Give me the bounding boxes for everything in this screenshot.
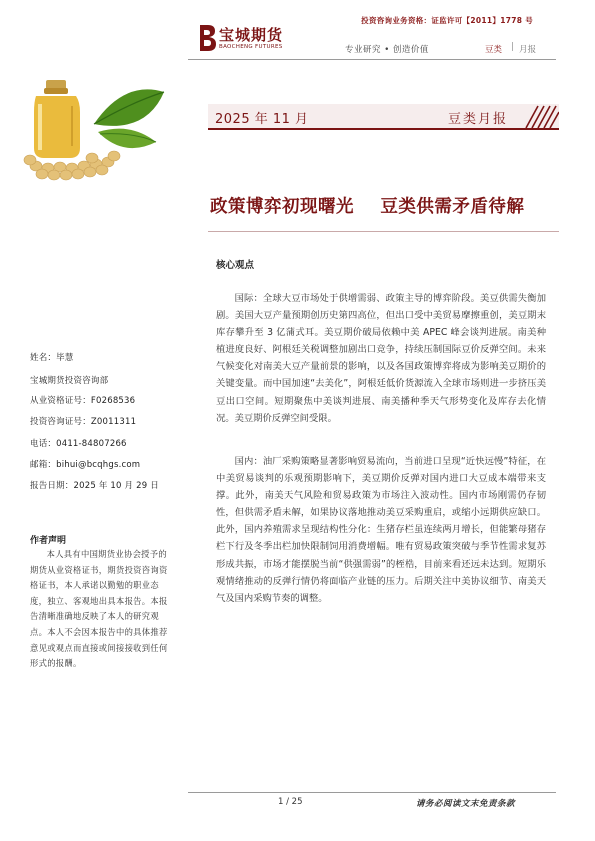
author-statement: 本人具有中国期货业协会授予的期货从业资格证书，期货投资咨询资格证书，本人承诺以勤勉的职业态度，独立、客观地出具本报告。本报告清晰准确地反映了本人的研究观点。本人不会因本报告中的具体推荐意见或观点而直接或间接接收到任何形式的报酬。 <box>30 549 168 669</box>
advisory-cert: 投资咨询证号：Z0011311 <box>30 417 137 427</box>
department: 宝城期货投资咨询部 <box>30 376 109 386</box>
report-date: 报告日期：2025 年 10 月 29 日 <box>30 481 159 491</box>
license-text: 投资咨询业务资格：证监许可【2011】1778 号 <box>361 16 533 25</box>
category-separator: | <box>511 42 515 52</box>
paragraph-international: 国际：全球大豆市场处于供增需弱、政策主导的博弈阶段。美豆供需失衡加剧。美国大豆产量预期创历史第四高位，但出口受中美贸易摩擦重创，美豆期末库存攀升至 3 亿蒲式耳。美豆期价破局依赖中美 APEC 峰会谈判进展。南美种植进度良好、阿根廷关税调整加剧出口竞争，持续压制国际豆价反弹空间。未来气候变化对南美大豆产量前景的影响，以及各国政策博弈将成为影响美豆期价的关键变量。而中国加速“去美化”，阿根廷低价货源流入全球市场则进一步挤压美豆出口空间。短期聚焦中美谈判进展、南美播种季天气形势变化及库存去化情况。美豆期价反弹空间受限。 <box>216 293 546 424</box>
report-banner <box>208 104 559 130</box>
paragraph-domestic: 国内：油厂采购策略显著影响贸易流向，当前进口呈现“近快远慢”特征，在中美贸易谈判的乐观预期影响下，美豆期价反弹对国内进口大豆成本端带来支撑。此外，南美天气风险和贸易政策为市场注入波动性。国内市场刚需仍存韧性，但供需矛盾未解，如果协议落地推动美豆采购重启，或缩小远期供应缺口。此外，国内养殖需求呈现结构性分化：生猪存栏虽连续两月增长，但能繁母猪存栏下行及冬季出栏加快限制饲用消费增幅。唯有贸易政策突破与季节性需求复苏形成共振，市场才能摆脱当前“供强需弱”的桎梏，目前来看还远未达到。短期乐观情绪推动的反弹行情仍将面临产业链的压力。后期关注中美协议细节、南美天气及国内采购节奏的调整。 <box>216 456 546 604</box>
report-category: 豆类 <box>485 45 503 55</box>
slogan: 专业研究 • 创造价值 <box>345 45 429 55</box>
page-title: 政策博弈初现曙光 豆类供需矛盾待解 <box>210 197 525 217</box>
company-logo <box>197 23 297 55</box>
header-divider <box>188 59 556 60</box>
banner-title: 豆类月报 <box>448 112 509 127</box>
baocheng-logo-icon <box>197 23 217 53</box>
author-statement-heading: 作者声明 <box>30 536 67 546</box>
author-name: 姓名：毕慧 <box>30 353 74 363</box>
disclaimer-note: 请务必阅读文末免责条款 <box>416 799 516 809</box>
page-number: 1 / 25 <box>278 797 303 807</box>
phone: 电话：0411-84807266 <box>30 439 127 449</box>
practice-cert: 从业资格证号：F0268536 <box>30 396 136 406</box>
core-view-heading: 核心观点 <box>216 260 255 271</box>
report-type: 月报 <box>519 45 537 55</box>
footer-divider <box>188 792 556 793</box>
title-divider <box>208 231 559 232</box>
banner-date: 2025 年 11 月 <box>215 112 309 127</box>
email-link[interactable]: 邮箱：bihui@bcqhgs.com <box>30 460 141 470</box>
soybean-oil-photo <box>6 62 184 183</box>
logo-text-cn: 宝城期货 <box>219 26 284 44</box>
logo-text-en: BAOCHENG FUTURES <box>219 44 283 50</box>
